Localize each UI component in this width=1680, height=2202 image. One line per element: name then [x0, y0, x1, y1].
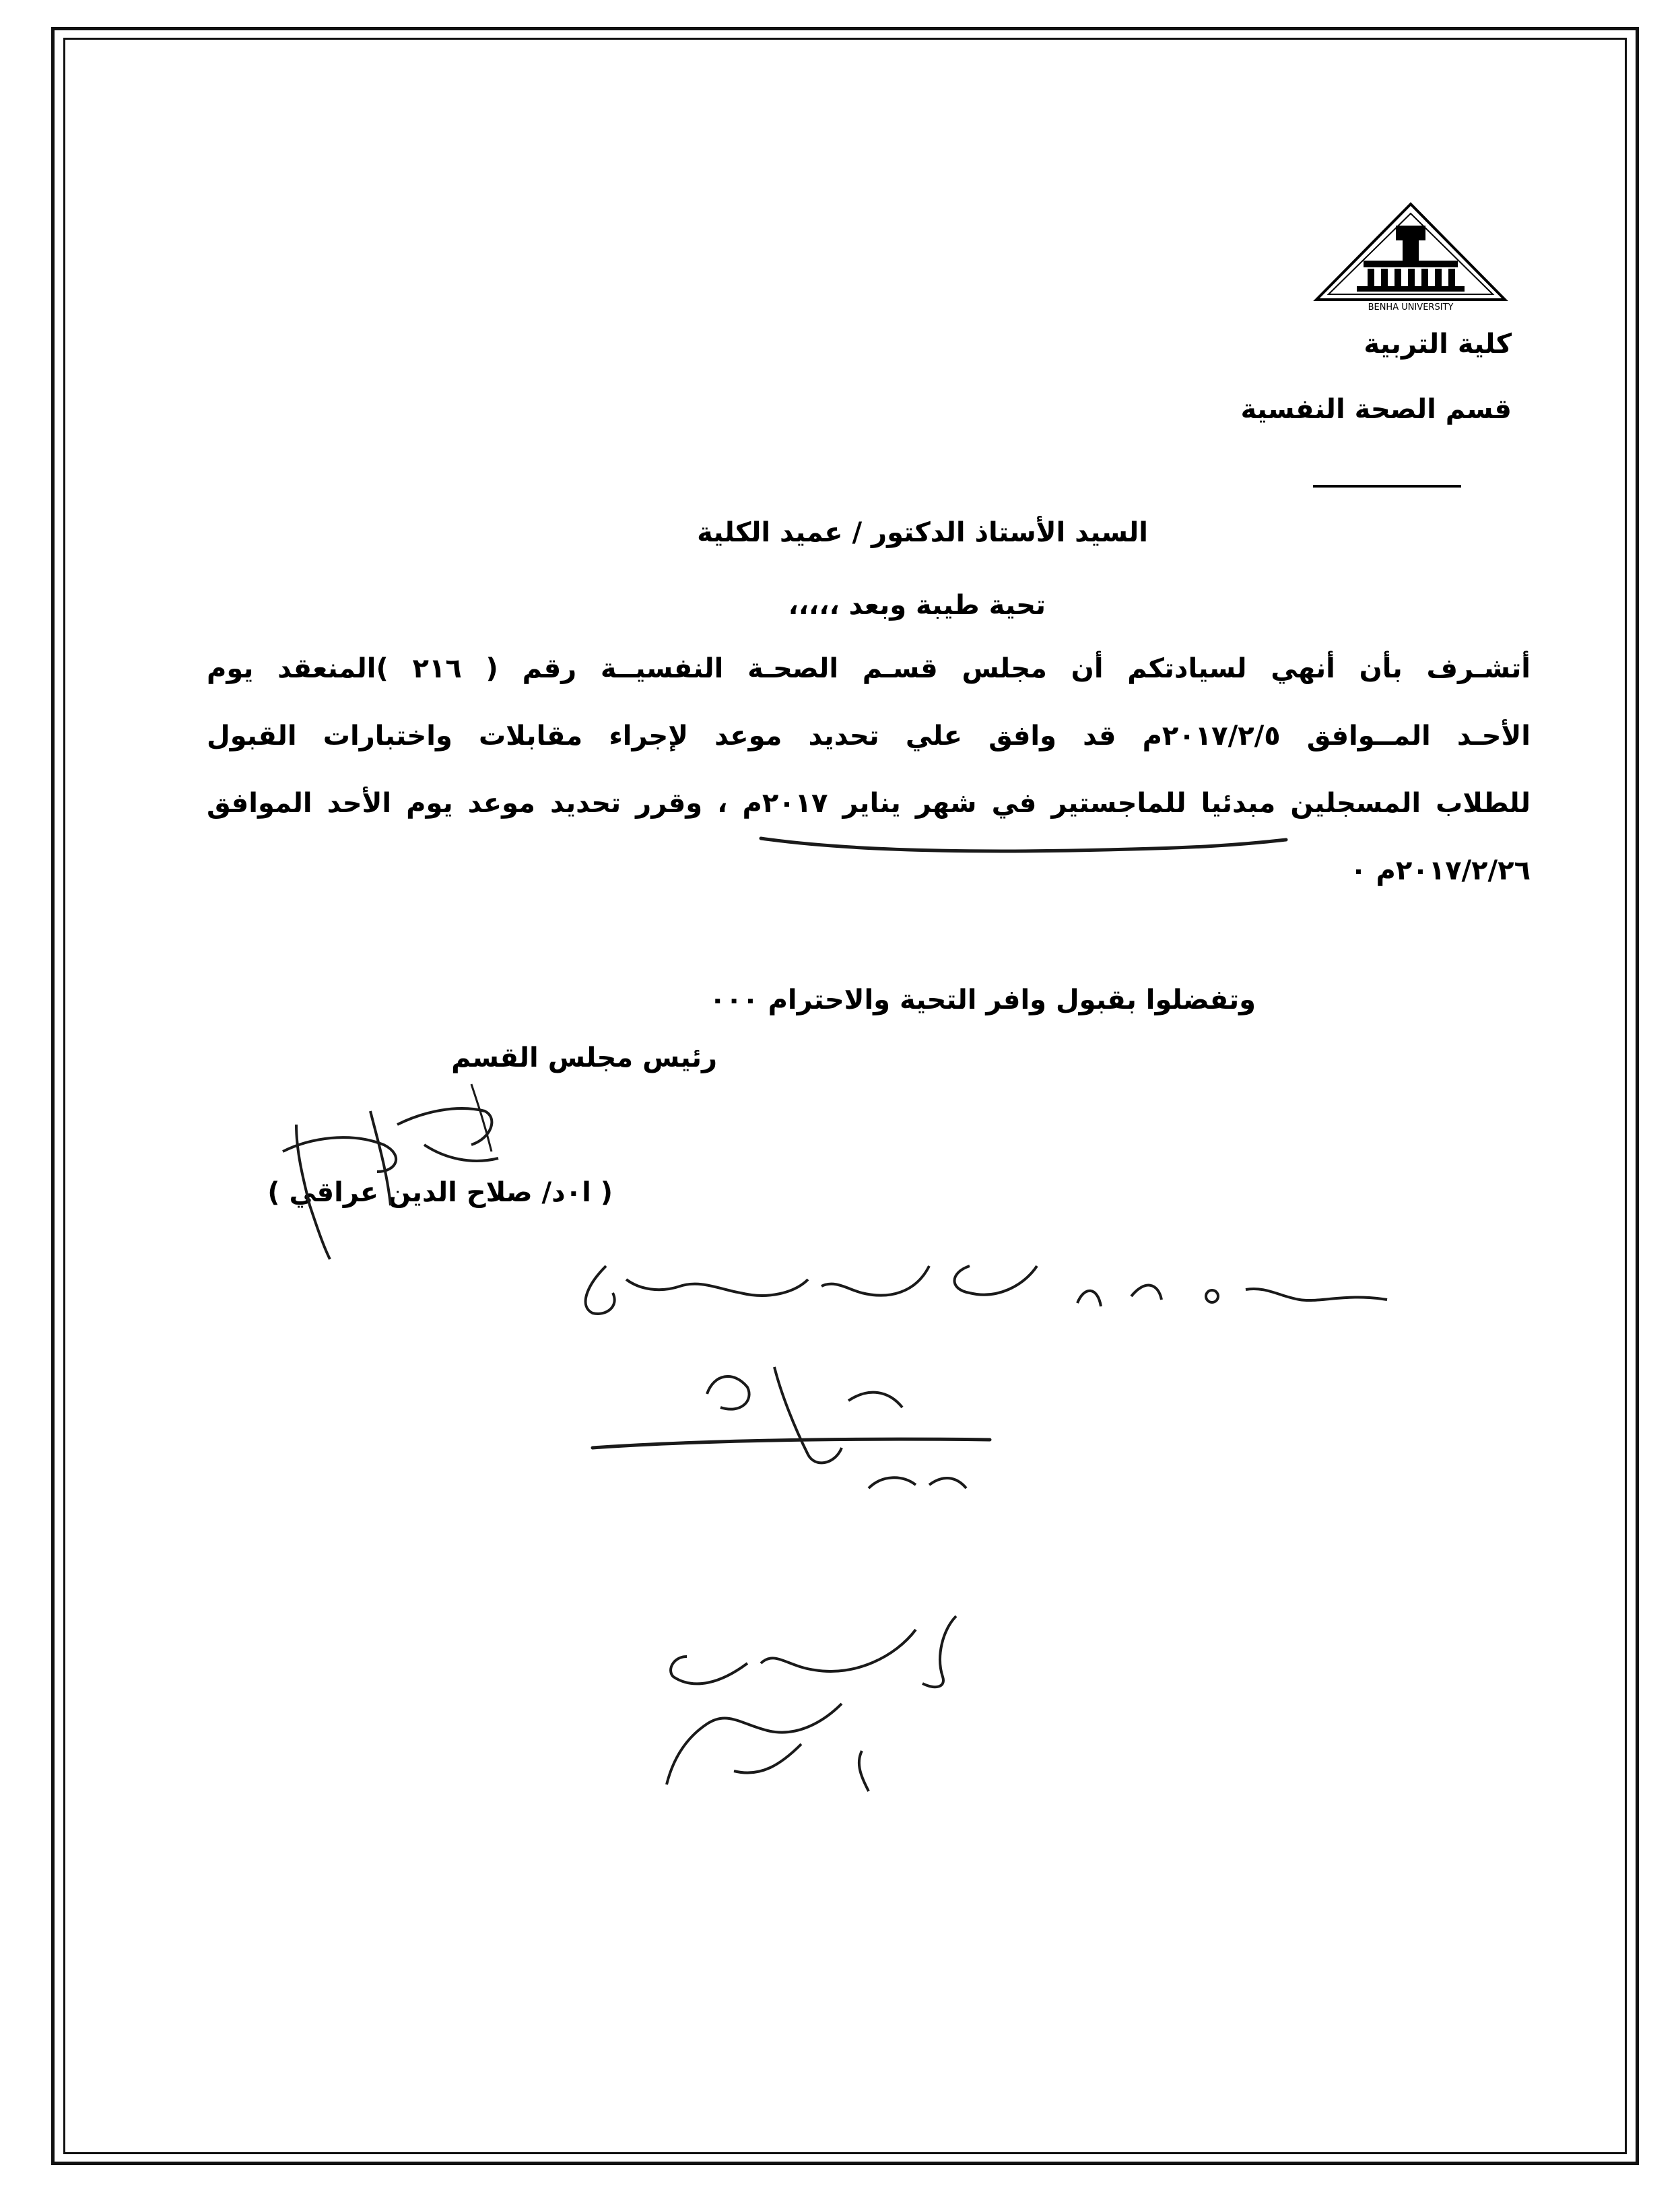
header-divider [1313, 485, 1461, 488]
faculty-name: كلية التربية [1364, 329, 1512, 360]
addressee: السيد الأستاذ الدكتور / عميد الكلية [697, 517, 1148, 548]
department-name: قسم الصحة النفسية [1240, 394, 1512, 425]
closing-line: وتفضلوا بقبول وافر التحية والاحترام ٠٠٠ [709, 985, 1256, 1015]
university-logo [1310, 199, 1512, 313]
body-line: ٢٠١٧/٢/٢٦م ٠ [1350, 855, 1531, 886]
body-line: للطلاب المسجلين مبدئيا للماجستير في شهر يناير ٢٠١٧م ، وقرر تحديد موعد يوم الأحد الموافق [207, 788, 1531, 819]
svg-text:BENHA UNIVERSITY: BENHA UNIVERSITY [1368, 302, 1454, 312]
greeting: تحية طيبة وبعد ،،،،، [788, 590, 1046, 621]
body-line: الأحـد المــوافق ٢٠١٧/٢/٥م قد وافق علي تحديد موعد لإجراء مقابلات واختبارات القبول [207, 721, 1531, 752]
signatory-title: رئيس مجلس القسم [451, 1042, 717, 1073]
signatory-name: ( ا٠د/ صلاح الدين عراقي ) [267, 1177, 613, 1208]
body-line: أتشـرف بأن أنهي لسيادتكم أن مجلس قسـم الصحـة النفسيــة رقم ( ٢١٦ )المنعقد يوم [207, 653, 1531, 684]
